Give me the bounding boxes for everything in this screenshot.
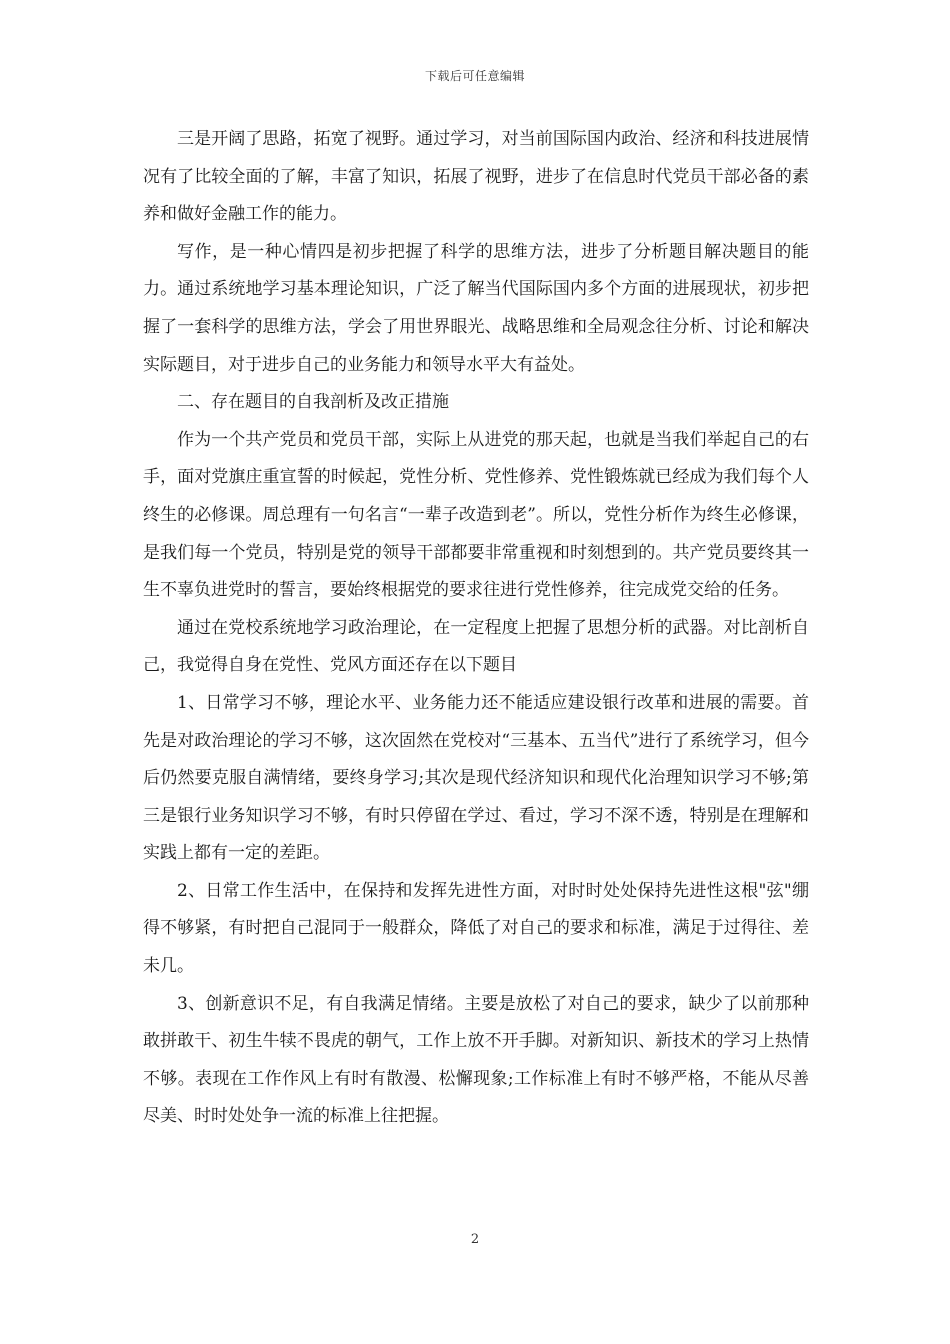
paragraph: 写作，是一种心情四是初步把握了科学的思维方法，进步了分析题目解决题目的能力。通过系统地学习基本理论知识，广泛了解当代国际国内多个方面的进展现状，初步把握了一套科学的思维方法，学会了用世界眼光、战略思维和全局观念往分析、讨论和解决实际题目，对于进步自己的业务能力和领导水平大有益处。	[143, 241, 809, 375]
section-heading: 二、存在题目的自我剖析及改正措施	[177, 392, 449, 413]
page-number: 2	[470, 1232, 480, 1247]
paragraph: 作为一个共产党员和党员干部，实际上从进党的那天起，也就是当我们举起自己的右手，面对党旗庄重宣誓的时候起，党性分析、党性修养、党性锻炼就已经成为我们每个人终生的必修课。周总理有一句名言“一辈子改造到老”。所以，党性分析作为终生必修课，是我们每一个党员，特别是党的领导干部都要非常重视和时刻想到的。共产党员要终其一生不辜负进党时的誓言，要始终根据党的要求往进行党性修养，往完成党交给的任务。	[143, 429, 809, 601]
list-item: 2、日常工作生活中，在保持和发挥先进性方面，对时时处处保持先进性这根"弦"绷得不够紧，有时把自己混同于一般群众，降低了对自己的要求和标准，满足于过得往、差未几。	[143, 880, 809, 977]
page-header: 下载后可任意编辑	[424, 69, 525, 83]
paragraph: 通过在党校系统地学习政治理论，在一定程度上把握了思想分析的武器。对比剖析自己，我觉得自身在党性、党风方面还存在以下题目	[143, 617, 809, 676]
document-body	[143, 121, 809, 1136]
paragraph: 三是开阔了思路，拓宽了视野。通过学习，对当前国际国内政治、经济和科技进展情况有了比较全面的了解，丰富了知识，拓展了视野，进步了在信息时代党员干部必备的素养和做好金融工作的能力。	[143, 129, 809, 225]
list-item: 1、日常学习不够，理论水平、业务能力还不能适应建设银行改革和进展的需要。首先是对政治理论的学习不够，这次固然在党校对“三基本、五当代”进行了系统学习，但今后仍然要克服自满情绪，要终身学习;其次是现代经济知识和现代化治理知识学习不够;第三是银行业务知识学习不够，有时只停留在学过、看过，学习不深不透，特别是在理解和实践上都有一定的差距。	[143, 692, 809, 864]
list-item: 3、创新意识不足，有自我满足情绪。主要是放松了对自己的要求，缺少了以前那种敢拼敢干、初生牛犊不畏虎的朝气，工作上放不开手脚。对新知识、新技术的学习上热情不够。表现在工作作风上有时有散漫、松懈现象;工作标准上有时不够严格，不能从尽善尽美、时时处处争一流的标准上往把握。	[143, 993, 809, 1127]
